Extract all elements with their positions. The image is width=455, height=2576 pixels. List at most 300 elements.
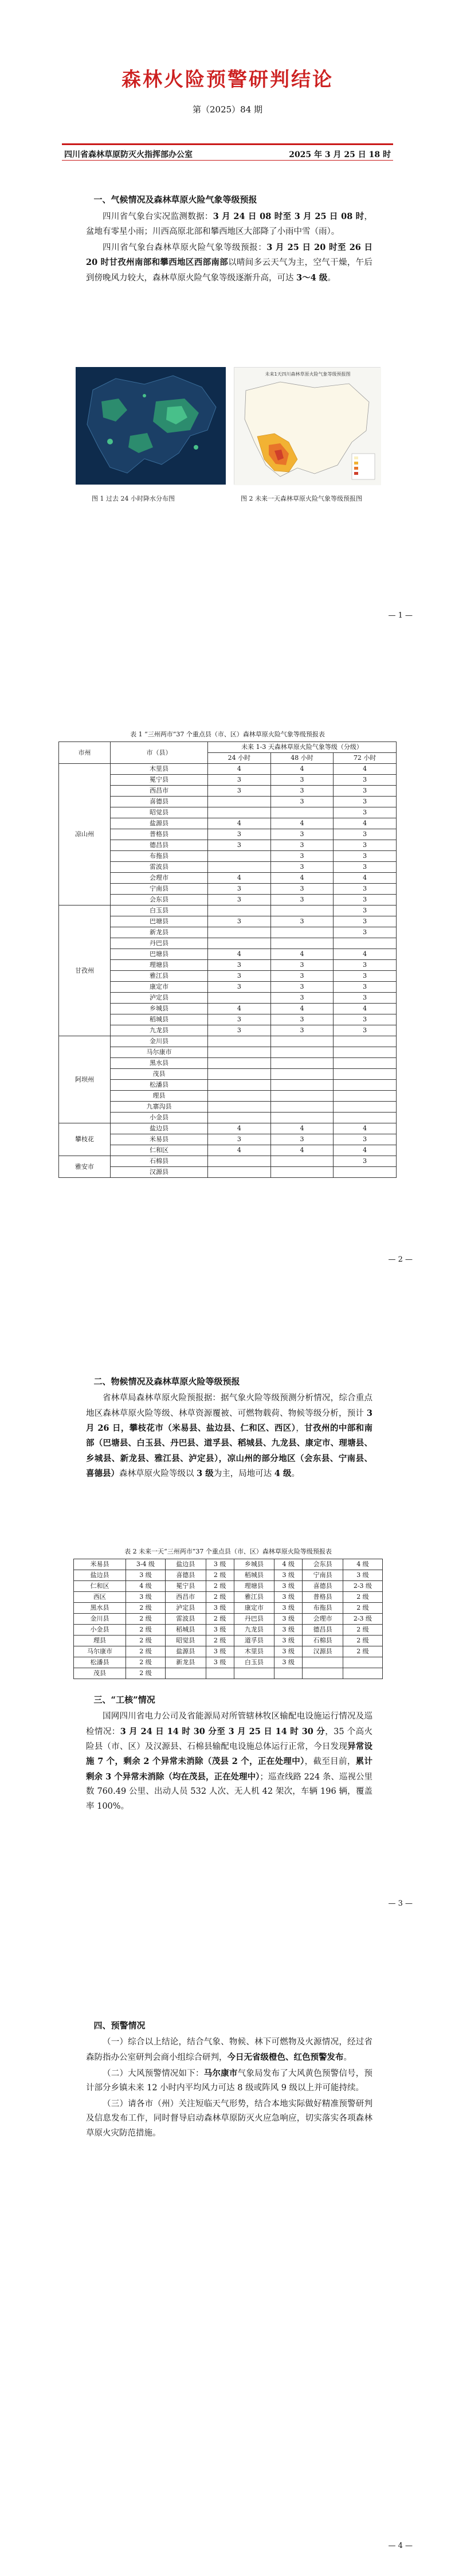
county-cell: 米易县 (74, 1559, 126, 1570)
county-cell: 德昌县 (111, 840, 208, 851)
section-3 (86, 1692, 372, 1815)
county-cell: 理县 (111, 1091, 208, 1102)
state-cell: 凉山州 (59, 764, 111, 905)
level-cell (208, 1167, 271, 1178)
level-cell: 3 (270, 916, 334, 927)
county-cell: 稻城县 (111, 1014, 208, 1025)
county-cell: 仁和区 (74, 1581, 126, 1592)
level-cell: 4 (208, 949, 271, 960)
level-cell (270, 1058, 334, 1069)
table-row (74, 1592, 383, 1603)
county-cell: 泸定县 (111, 993, 208, 1004)
table-1-header-state: 市州 (59, 742, 111, 764)
figure-2-caption: 图 2 未来一天森林草原火险气象等级预报图 (241, 495, 362, 502)
county-cell: 小金县 (111, 1113, 208, 1123)
county-cell: 雷波县 (165, 1614, 206, 1625)
level-cell: 3 (270, 960, 334, 971)
level-cell: 3 级 (125, 1570, 165, 1581)
section-2-para-1 (86, 1391, 372, 1481)
level-cell: 3 级 (274, 1614, 303, 1625)
county-cell: 西昌市 (111, 786, 208, 797)
county-cell: 会理市 (303, 1614, 343, 1625)
level-cell (270, 1069, 334, 1080)
county-cell: 黑水县 (111, 1058, 208, 1069)
level-cell: 4 (334, 764, 397, 775)
section-1-para-1 (86, 209, 372, 239)
highlight-text: 3 级 (197, 1469, 214, 1479)
level-cell: 3 (270, 840, 334, 851)
level-cell (208, 797, 271, 807)
level-cell: 3 级 (274, 1592, 303, 1603)
level-cell (208, 1058, 271, 1069)
county-cell: 布拖县 (111, 851, 208, 862)
county-cell: 普格县 (303, 1592, 343, 1603)
level-cell (270, 1156, 334, 1167)
highlight-text: 今日无省级橙色、红色预警发布 (227, 2052, 344, 2062)
level-cell (270, 927, 334, 938)
level-cell: 2 级 (206, 1614, 234, 1625)
level-cell: 4 (334, 1145, 397, 1156)
level-cell (334, 1102, 397, 1113)
level-cell: 3 (334, 1134, 397, 1145)
level-cell: 3 (270, 829, 334, 840)
section-2-title: 二、物候情况及森林草原火险等级预报 (93, 1376, 240, 1387)
level-cell (334, 1113, 397, 1123)
level-cell (270, 1036, 334, 1047)
table-1-header-county: 市（县） (111, 742, 208, 764)
level-cell: 2 级 (125, 1614, 165, 1625)
county-cell: 会理市 (111, 873, 208, 884)
level-cell: 4 (334, 1123, 397, 1134)
section-1 (86, 192, 372, 287)
county-cell: 乡城县 (234, 1559, 274, 1570)
page-number: — 2 — (388, 1255, 413, 1264)
level-cell (334, 1047, 397, 1058)
level-cell: 3 (208, 1025, 271, 1036)
county-cell: 新龙县 (165, 1657, 206, 1668)
level-cell: 3-4 级 (125, 1559, 165, 1570)
level-cell: 4 (334, 818, 397, 829)
text: 以晴间多云天气为主，空气干燥，午后到傍晚风力较大，森林草原火险气象等级逐渐升高，可达 (86, 258, 372, 283)
county-cell: 会东县 (111, 895, 208, 905)
level-cell: 3 级 (206, 1657, 234, 1668)
level-cell: 4 (334, 1004, 397, 1014)
text: 四川省气象台森林草原火险气象等级预报： (103, 243, 267, 252)
page-number: — 1 — (388, 611, 413, 620)
county-cell: 松潘县 (111, 1080, 208, 1091)
page-4 (0, 1932, 455, 2576)
county-cell: 马尔康市 (111, 1047, 208, 1058)
county-cell: 宁南县 (303, 1570, 343, 1581)
level-cell: 3 (208, 960, 271, 971)
level-cell: 3 (334, 851, 397, 862)
county-cell: 普格县 (111, 829, 208, 840)
level-cell (343, 1657, 382, 1668)
level-cell: 4 (270, 1123, 334, 1134)
level-cell (343, 1668, 382, 1679)
page-3 (0, 1288, 455, 1932)
level-cell: 3 (334, 916, 397, 927)
text: 四川省气象台实况监测数据： (103, 212, 213, 222)
level-cell: 3 (334, 884, 397, 895)
level-cell (270, 905, 334, 916)
county-cell: 石棉县 (111, 1156, 208, 1167)
level-cell (208, 938, 271, 949)
level-cell (270, 1102, 334, 1113)
level-cell: 3 (334, 862, 397, 873)
level-cell (208, 1036, 271, 1047)
county-cell: 石棉县 (303, 1636, 343, 1646)
level-cell: 2 级 (343, 1646, 382, 1657)
level-cell: 4 级 (274, 1559, 303, 1570)
level-cell: 3 (208, 895, 271, 905)
level-cell: 3 (208, 884, 271, 895)
level-cell: 2 级 (343, 1625, 382, 1636)
level-cell: 3 级 (343, 1570, 382, 1581)
level-cell: 3 (208, 982, 271, 993)
county-cell: 黑水县 (74, 1603, 126, 1614)
county-cell: 仁和区 (111, 1145, 208, 1156)
county-cell: 乡城县 (111, 1004, 208, 1014)
level-cell: 3 (334, 971, 397, 982)
level-cell: 2 级 (125, 1603, 165, 1614)
county-cell: 金川县 (111, 1036, 208, 1047)
level-cell: 4 (270, 873, 334, 884)
text: 气象局发布了大风黄色预警信号，预计部分乡镇未来 12 小时内平均风力可达 8 级或阵风 9 级以上并可能持续。 (86, 2069, 373, 2093)
table-row (74, 1614, 383, 1625)
level-cell: 3 级 (274, 1646, 303, 1657)
section-4 (86, 2018, 372, 2142)
section-1-para-2 (86, 240, 372, 286)
county-cell: 九龙县 (111, 1025, 208, 1036)
county-cell (303, 1657, 343, 1668)
level-cell (270, 1080, 334, 1091)
text: ， (296, 1424, 305, 1433)
level-cell: 4 级 (343, 1559, 382, 1570)
section-2 (86, 1374, 372, 1483)
county-cell: 昭觉县 (111, 807, 208, 818)
table-row (74, 1657, 383, 1668)
county-cell: 丹巴县 (111, 938, 208, 949)
text: ，盆地有零星小雨；川西高原北部和攀西地区大部降了小雨中雪（雨）。 (86, 212, 373, 236)
level-cell: 3 (270, 1014, 334, 1025)
highlight-text: 4 级 (274, 1469, 292, 1479)
level-cell (208, 862, 271, 873)
level-cell: 4 (270, 1145, 334, 1156)
text: 。 (291, 1469, 300, 1479)
text: 。 (327, 273, 336, 283)
level-cell: 3 (270, 982, 334, 993)
level-cell: 4 (208, 764, 271, 775)
level-cell: 3 (334, 895, 397, 905)
level-cell (208, 1113, 271, 1123)
level-cell (274, 1668, 303, 1679)
county-cell: 巴塘县 (111, 916, 208, 927)
highlight-text: 异常设施 7 个，剩余 2 个异常未消除（茂县 2 个，正在处理中） (86, 1742, 373, 1767)
highlight-text: 3～4 级 (296, 272, 328, 283)
level-cell (208, 1091, 271, 1102)
issue-date: 2025 年 3 月 25 日 18 时 (289, 150, 391, 159)
county-cell: 金川县 (74, 1614, 126, 1625)
county-cell: 九寨沟县 (111, 1102, 208, 1113)
level-cell: 4 (270, 949, 334, 960)
level-cell: 3 (334, 993, 397, 1004)
level-cell: 3 级 (206, 1603, 234, 1614)
county-cell: 雷波县 (111, 862, 208, 873)
page-2 (0, 644, 455, 1288)
document-title: 森林火险预警研判结论 (121, 68, 334, 91)
county-cell: 稻城县 (165, 1625, 206, 1636)
level-cell: 2 级 (125, 1625, 165, 1636)
section-1-title: 一、气候情况及森林草原火险气象等级预报 (93, 194, 257, 205)
level-cell: 4 (208, 1004, 271, 1014)
level-cell: 3 (208, 916, 271, 927)
level-cell: 3 级 (206, 1625, 234, 1636)
level-cell (334, 1080, 397, 1091)
county-cell: 茂县 (74, 1668, 126, 1679)
text: 为主，局地可达 (213, 1469, 274, 1479)
county-cell: 德昌县 (303, 1625, 343, 1636)
level-cell: 3 级 (206, 1559, 234, 1570)
level-cell: 2 级 (343, 1636, 382, 1646)
county-cell: 茂县 (111, 1069, 208, 1080)
section-4-para-1 (86, 2035, 372, 2065)
text: （一）综合以上结论，结合气象、物候、林下可燃物及火源情况，经过省森防指办公室研判会商小组综合研判， (86, 2038, 372, 2062)
level-cell: 3 (334, 1025, 397, 1036)
level-cell: 4 级 (125, 1581, 165, 1592)
text: 国网四川省电力公司及省能源局对所管辖林牧区输配电设施运行情况及巡检情况： (86, 1712, 372, 1736)
level-cell: 4 (208, 1123, 271, 1134)
level-cell: 3 级 (274, 1657, 303, 1668)
text: 森林草原火险等级以 (119, 1469, 197, 1479)
county-cell (303, 1668, 343, 1679)
table-row (59, 1123, 397, 1134)
county-cell: 盐边县 (111, 1123, 208, 1134)
county-cell: 小金县 (74, 1625, 126, 1636)
level-cell (270, 1047, 334, 1058)
table-1-caption: 表 1 “三州两市”37 个重点县（市、区）森林草原火险气象等级预报表 (130, 731, 325, 738)
county-cell: 理塘县 (234, 1581, 274, 1592)
table-row (74, 1581, 383, 1592)
level-cell: 3 (270, 797, 334, 807)
highlight-text: ，凉山州的部分地区（会东县、宁南县、喜德县） (86, 1453, 373, 1479)
level-cell: 4 (208, 818, 271, 829)
document-number: 第（2025）84 期 (192, 104, 263, 115)
county-cell: 冕宁县 (165, 1581, 206, 1592)
level-cell: 2 级 (343, 1603, 382, 1614)
county-cell: 新龙县 (111, 927, 208, 938)
county-cell: 盐边县 (74, 1570, 126, 1581)
fire-map-title: 未来1天四川森林草原火险气象等级预报图 (265, 372, 351, 377)
level-cell (270, 1091, 334, 1102)
level-cell: 3 (208, 775, 271, 786)
county-cell: 白玉县 (234, 1657, 274, 1668)
county-cell: 理塘县 (111, 960, 208, 971)
issuer-org: 四川省森林草原防灭火指挥部办公室 (64, 150, 193, 159)
highlight-text: 3 月 24 日 08 时至 3 月 25 日 08 时 (213, 212, 364, 222)
table-1 (58, 741, 397, 1178)
issuer-bar (62, 143, 393, 161)
county-cell: 盐源县 (111, 818, 208, 829)
highlight-text: 累计剩余 3 个异常未消除（均在茂县，正在处理中） (86, 1757, 373, 1782)
level-cell: 2 级 (125, 1657, 165, 1668)
level-cell: 3 级 (206, 1646, 234, 1657)
level-cell (208, 807, 271, 818)
table-2 (73, 1559, 383, 1679)
county-cell: 盐源县 (165, 1646, 206, 1657)
table-row (74, 1636, 383, 1646)
level-cell: 3 (334, 829, 397, 840)
level-cell: 2-3 级 (343, 1614, 382, 1625)
level-cell: 3 (208, 1014, 271, 1025)
level-cell: 4 (208, 873, 271, 884)
county-cell: 昭觉县 (165, 1636, 206, 1646)
level-cell: 2 级 (343, 1592, 382, 1603)
level-cell: 4 (270, 1004, 334, 1014)
text: 。 (343, 2052, 352, 2062)
level-cell: 2 级 (125, 1636, 165, 1646)
section-4-para-2 (86, 2066, 372, 2096)
level-cell: 3 级 (274, 1636, 303, 1646)
section-3-para-1 (86, 1709, 372, 1814)
table-1-block (58, 729, 397, 1178)
county-cell: 喜德县 (303, 1581, 343, 1592)
county-cell: 巴塘县 (111, 949, 208, 960)
fire-danger-map-graphic (234, 368, 381, 485)
level-cell: 3 级 (274, 1603, 303, 1614)
county-cell: 布拖县 (303, 1603, 343, 1614)
level-cell: 3 (270, 862, 334, 873)
county-cell: 康定市 (234, 1603, 274, 1614)
county-cell: 木里县 (234, 1646, 274, 1657)
county-cell: 康定市 (111, 982, 208, 993)
table-2-caption: 表 2 未来一天“三州两市”37 个重点县（市、区）森林草原火险等级预报表 (124, 1548, 332, 1555)
level-cell: 3 (270, 884, 334, 895)
text: ；巡查线路 224 条、巡视公里数 760.49 公里、出动人员 532 人次、无人机 42 架次，车辆 196 辆，覆盖率 100%。 (86, 1772, 372, 1811)
table-2-body (74, 1559, 383, 1679)
county-cell: 汉源县 (303, 1646, 343, 1657)
table-row (74, 1646, 383, 1657)
county-cell: 冕宁县 (111, 775, 208, 786)
level-cell (270, 1167, 334, 1178)
table-2-block (73, 1546, 383, 1679)
level-cell: 2 级 (125, 1646, 165, 1657)
county-cell: 泸定县 (165, 1603, 206, 1614)
level-cell: 4 (270, 764, 334, 775)
level-cell: 3 (334, 775, 397, 786)
county-cell: 稻城县 (234, 1570, 274, 1581)
level-cell: 2 级 (206, 1636, 234, 1646)
county-cell: 西昌市 (165, 1592, 206, 1603)
text: 省林草局森林草原火险预报据：据气象火险等级预测分析情况，综合重点地区森林草原火险等级、林草资源覆被、可燃物载荷、物候等级分析，预计 (86, 1394, 372, 1418)
level-cell: 3 (334, 797, 397, 807)
highlight-text: 甘孜州的中部和南部（巴塘县、白玉县、丹巴县、道孚县、稻城县、九龙县、康定市、理塘县、乡城县、新龙县、雅江县、泸定县） (86, 1423, 373, 1463)
level-cell: 3 (270, 971, 334, 982)
county-cell: 雅江县 (234, 1592, 274, 1603)
level-cell (334, 1058, 397, 1069)
table-row (59, 1156, 397, 1167)
level-cell: 4 (270, 818, 334, 829)
level-cell: 2 级 (206, 1581, 234, 1592)
county-cell (165, 1668, 206, 1679)
state-cell: 阿坝州 (59, 1036, 111, 1123)
table-1-header-group: 未来 1-3 天森林草原火险气象等级（分级） (208, 742, 397, 753)
county-cell: 丹巴县 (234, 1614, 274, 1625)
level-cell: 4 (334, 949, 397, 960)
county-cell: 道孚县 (234, 1636, 274, 1646)
level-cell (208, 905, 271, 916)
county-cell: 喜德县 (165, 1570, 206, 1581)
county-cell: 九龙县 (234, 1625, 274, 1636)
county-cell (234, 1668, 274, 1679)
state-cell: 攀枝花 (59, 1123, 111, 1156)
page-1 (0, 0, 455, 644)
table-row (74, 1668, 383, 1679)
county-cell: 宁南县 (111, 884, 208, 895)
county-cell: 木里县 (111, 764, 208, 775)
table-1-header-48h: 48 小时 (270, 753, 334, 764)
fire-danger-map (234, 367, 381, 485)
level-cell (208, 851, 271, 862)
text: ，35 个高火险县（市、区）及汉源县、石棉县输配电设施总体运行正常，今日发现 (86, 1727, 373, 1751)
page-number: — 3 — (388, 1899, 413, 1908)
table-row (74, 1559, 383, 1570)
level-cell (206, 1668, 234, 1679)
table-1-header-24h: 24 小时 (208, 753, 271, 764)
level-cell: 3 级 (274, 1570, 303, 1581)
level-cell: 3 (334, 982, 397, 993)
level-cell: 3 (270, 993, 334, 1004)
level-cell (270, 938, 334, 949)
level-cell: 3 (270, 786, 334, 797)
level-cell: 3 (208, 786, 271, 797)
level-cell: 4 (334, 873, 397, 884)
level-cell: 3 级 (274, 1581, 303, 1592)
level-cell: 3 (334, 960, 397, 971)
level-cell (208, 927, 271, 938)
state-cell: 甘孜州 (59, 905, 111, 1036)
precipitation-map (76, 367, 226, 485)
level-cell: 3 (270, 775, 334, 786)
level-cell: 2 级 (125, 1668, 165, 1679)
level-cell: 3 (334, 927, 397, 938)
level-cell: 3 级 (125, 1592, 165, 1603)
county-cell: 马尔康市 (74, 1646, 126, 1657)
section-4-para-3: （三）请各市（州）关注短临天气形势，结合本地实际做好精准预警研判及信息发布工作，同时督导启动森林草原防灭火应急响应，切实落实各项森林草原火灾防范措施。 (86, 2099, 372, 2138)
table-row (74, 1570, 383, 1581)
level-cell: 2-3 级 (343, 1581, 382, 1592)
county-cell: 西区 (74, 1592, 126, 1603)
table-1-header-72h: 72 小时 (334, 753, 397, 764)
figure-1-caption: 图 1 过去 24 小时降水分布图 (92, 495, 175, 502)
county-cell: 会东县 (303, 1559, 343, 1570)
table-row (59, 905, 397, 916)
level-cell: 3 (208, 1134, 271, 1145)
county-cell: 松潘县 (74, 1657, 126, 1668)
highlight-text: 马尔康市 (203, 2068, 238, 2078)
table-row (74, 1625, 383, 1636)
highlight-text: 3 月 25 日 20 时至 26 日 20 时甘孜州南部和攀西地区西部南部 (86, 243, 373, 268)
level-cell: 3 (334, 1156, 397, 1167)
level-cell: 3 (208, 840, 271, 851)
level-cell: 3 (334, 905, 397, 916)
level-cell: 3 (270, 1134, 334, 1145)
level-cell (208, 1047, 271, 1058)
section-3-title: 三、“工核”情况 (93, 1695, 155, 1705)
table-row (59, 1036, 397, 1047)
table-1-body (59, 764, 397, 1178)
county-cell: 盐边县 (165, 1559, 206, 1570)
